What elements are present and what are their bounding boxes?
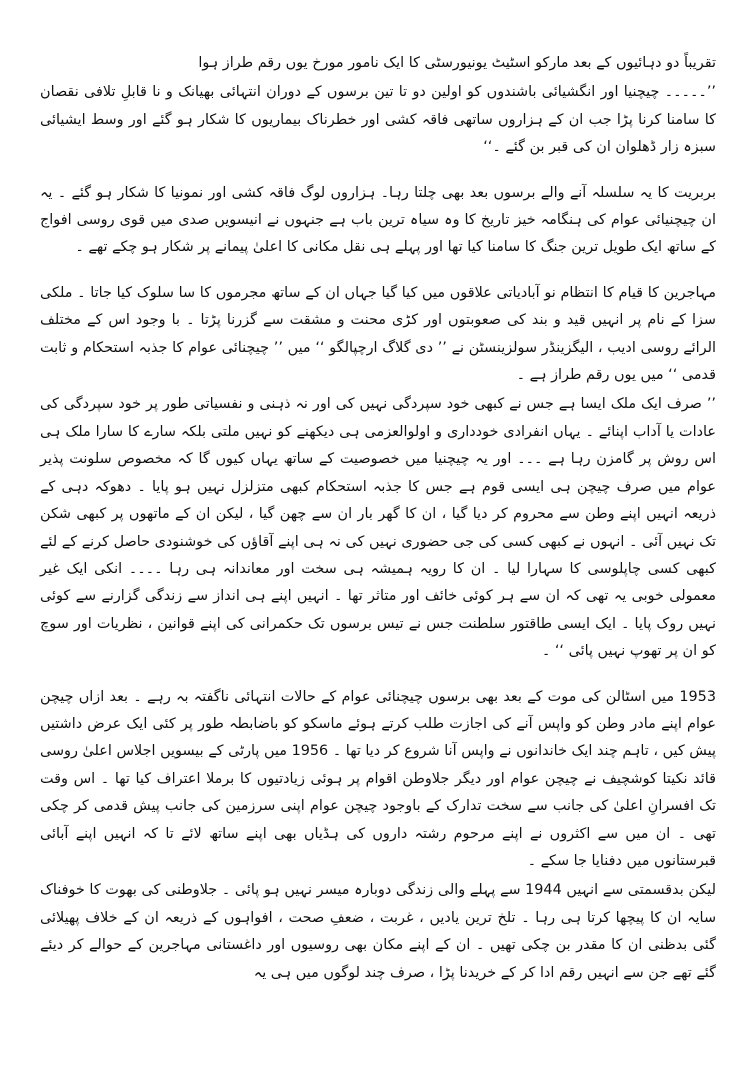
paragraph-solzhenitsyn-quote: ’’ صرف ایک ملک ایسا ہے جس نے کبھی خود سپردگی نہیں کی اور نہ ذہنی و نفسیاتی طور پر خود سپردگی کی عادات یا آداب اپنائے ۔ یہاں انفرادی خودداری و اولوالعزمی ہی دیکھنے کو نہیں ملتی بلکہ سارے کا سارا ملک ہی اس روش پر گامزن رہا ہے ۔۔۔ اور یہ چیچنیا میں خصوصیت کے ساتھ یہاں کیوں گا کہ مخصوص سلونت پذیر عوام میں صرف چیچن ہی ایسی قوم ہے جس کا جذبہ استحکام کبھی متزلزل نہیں ہو پایا ۔ دھوکہ دہی کے ذریعہ انہیں اپنے وطن سے محروم کر دیا گیا ، ان کا گھر بار ان سے چھن گیا ، لیکن ان کے ماتھوں پر کبھی شکن تک نہیں آئی ۔ انہوں نے کبھی کسی کی جی حضوری نہیں کی نہ ہی اپنے آقاؤں کی خوشنودی حاصل کرنے کے لئے کبھی کسی چاپلوسی کا سہارا لیا ۔ ان کا رویہ ہمیشہ ہی سخت اور معاندانہ ہی رہا ۔۔۔۔ انکی ایک غیر معمولی خوبی یہ تھی کہ ان سے ہر کوئی خائف اور متاثر تھا ۔ انہیں اپنے ہی انداز سے زندگی گزارنے سے کوئی نہیں روک پایا ۔ ایک ایسی طاقتور سلطنت جس نے تیس برسوں تک حکمرانی کی اپنے قوانین ، نظریات اور سوچ کو ان پر تھوپ نہیں پائی ‘‘ ۔ bbox=[40, 396, 716, 660]
paragraph-1953: 1953 میں اسٹالن کی موت کے بعد بھی برسوں چیچنائی عوام کے حالات انتہائی ناگفتہ بہ رہے ۔ بعد ازاں چیچن عوام اپنے مادر وطن کو واپس آنے کی اجازت طلب کرتے ہوئے ماسکو کو باضابطہ طور پر کئی ایک عرض داشتیں پیش کیں ، تاہم چند ایک خاندانوں نے واپس آنا شروع کر دیا تھا ۔ 1956 میں پارٹی کے بیسویں اجلاس اعلیٰ روسی قائد نکیتا کوشچیف نے چیچن عوام اور دیگر جلاوطن اقوام پر ہوئی زیادتیوں کا برملا اعتراف کیا تھا ۔ اس وقت تک افسرانِ اعلیٰ کی جانب سے سخت تدارک کے باوجود چیچن عوام اپنی سرزمین کی جانب پیش قدمی کر چکی تھی ۔ ان میں سے اکثروں نے اپنے مرحوم رشتہ داروں کی ہڈیاں بھی اپنے ساتھ لائے تا کہ انہیں اپنے آبائی قبرستانوں میں دفنایا جا سکے ۔ bbox=[40, 688, 716, 869]
paragraph-historian-quote: ’’۔۔۔۔۔ چیچنیا اور انگشیائی باشندوں کو اولین دو تا تین برسوں کے دوران انتہائی بھیانک و نا قابلِ تلافی نقصان کا سامنا کرنا پڑا جب ان کے ہزاروں ساتھی فاقہ کشی اور خطرناک بیماریوں کا شکار ہو گئے اور وسط ایشیائی سبزہ زار ڈھلوان ان کی قبر بن گئے ۔‘‘ bbox=[40, 84, 716, 156]
paragraph-misfortune: لیکن بدقسمتی سے انہیں 1944 سے پہلے والی زندگی دوبارہ میسر نہیں ہو پائی ۔ جلاوطنی کی بھوت کا خوفناک سایہ ان کا پیچھا کرتا ہی رہا ۔ تلخ ترین یادیں ، غربت ، ضعفِ صحت ، افواہوں کے ذریعہ ان کے خلاف پھیلائی گئی بدظنی ان کا مقدر بن چکی تھیں ۔ ان کے اپنے مکان بھی روسیوں اور داغستانی مہاجرین کے حوالے کر دیئے گئے تھے جن سے انہیں رقم ادا کر کے خریدنا پڑا ، صرف چند لوگوں میں ہی یہ bbox=[40, 882, 716, 981]
document-body bbox=[40, 50, 716, 987]
paragraph-barbarism: بربریت کا یہ سلسلہ آنے والے برسوں بعد بھی چلتا رہا۔ ہزاروں لوگ فاقہ کشی اور نمونیا کا شکار ہو گئے ۔ یہ ان چیچنیائی عوام کی ہنگامہ خیز تاریخ کا وہ سیاہ ترین باب ہے جنہوں نے انیسویں صدی میں قوی روسی افواج کے ساتھ ایک طویل ترین جنگ کا سامنا کیا تھا اور پہلے ہی نقل مکانی کا اعلیٰ پیمانے پر شکار ہو چکے تھے ۔ bbox=[40, 184, 716, 256]
paragraph-refugees: مہاجرین کا قیام کا انتظام نو آبادیاتی علاقوں میں کیا گیا جہاں ان کے ساتھ مجرموں کا سا سلوک کیا جاتا ۔ ملکی سزا کے نام پر انہیں قید و بند کی صعوبتوں اور کڑی محنت و مشقت سے گزرنا پڑتا ۔ با وجود اس کے مختلف الرائے روسی ادیب ، الیگزینڈر سولزینسٹن نے ’’ دی گلاگ ارچپالگو ‘‘ میں ’’ چیچنائی عوام کا جذبہ استحکام و ثابت قدمی ‘‘ میں یوں رقم طراز ہے ۔ bbox=[40, 284, 716, 384]
paragraph-intro: تقریباً دو دہائیوں کے بعد مارکو اسٹیٹ یونیورسٹی کا ایک نامور مورخ یوں رقم طراز ہوا bbox=[198, 55, 716, 71]
